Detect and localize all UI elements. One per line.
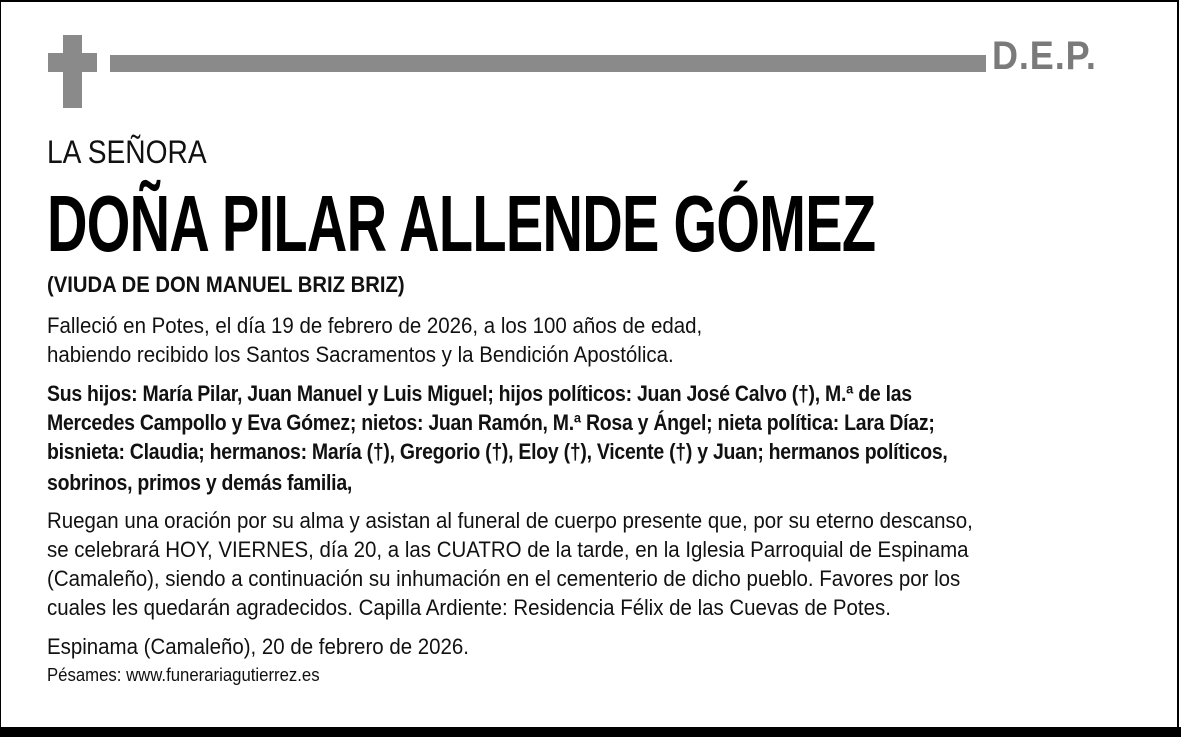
widow-of: (VIUDA DE DON MANUEL BRIZ BRIZ) [47, 272, 405, 297]
family-line: Mercedes Campollo y Eva Gómez; nietos: Juan Ramón, M.ª Rosa y Ángel; nieta política: Lara Díaz; [47, 410, 935, 435]
deceased-name: DOÑA PILAR ALLENDE GÓMEZ [47, 179, 876, 268]
death-line: Falleció en Potes, el día 19 de febrero de 2026, a los 100 años de edad, [47, 313, 703, 338]
header-rule [110, 55, 986, 72]
funeral-line: cuales les quedarán agradecidos. Capilla Ardiente: Residencia Félix de las Cuevas de Potes. [47, 595, 891, 620]
family-line: Sus hijos: María Pilar, Juan Manuel y Luis Miguel; hijos políticos: Juan José Calvo (†), M.ª de las [47, 381, 912, 406]
title-prefix: LA SEÑORA [47, 134, 207, 170]
death-line: habiendo recibido los Santos Sacramentos y la Bendición Apostólica. [47, 342, 674, 367]
place-date: Espinama (Camaleño), 20 de febrero de 2026. [47, 634, 469, 659]
family-line: sobrinos, primos y demás familia, [47, 470, 353, 495]
family-line: bisnieta: Claudia; hermanos: María (†), Gregorio (†), Eloy (†), Vicente (†) y Juan; hermanos políticos, [47, 439, 948, 464]
cross-icon-arm [48, 53, 97, 72]
funeral-line: se celebrará HOY, VIERNES, día 20, a las CUATRO de la tarde, en la Iglesia Parroquial de Espinama [47, 537, 969, 562]
funeral-line: (Camaleño), siendo a continuación su inhumación en el cementerio de dicho pueblo. Favores por los [47, 566, 961, 591]
dep-label: D.E.P. [992, 34, 1097, 78]
funeral-line: Ruegan una oración por su alma y asistan al funeral de cuerpo presente que, por su eterno descanso, [47, 508, 973, 533]
condolences-link[interactable]: Pésames: www.funerariagutierrez.es [47, 665, 320, 685]
bottom-bar [0, 727, 1181, 737]
